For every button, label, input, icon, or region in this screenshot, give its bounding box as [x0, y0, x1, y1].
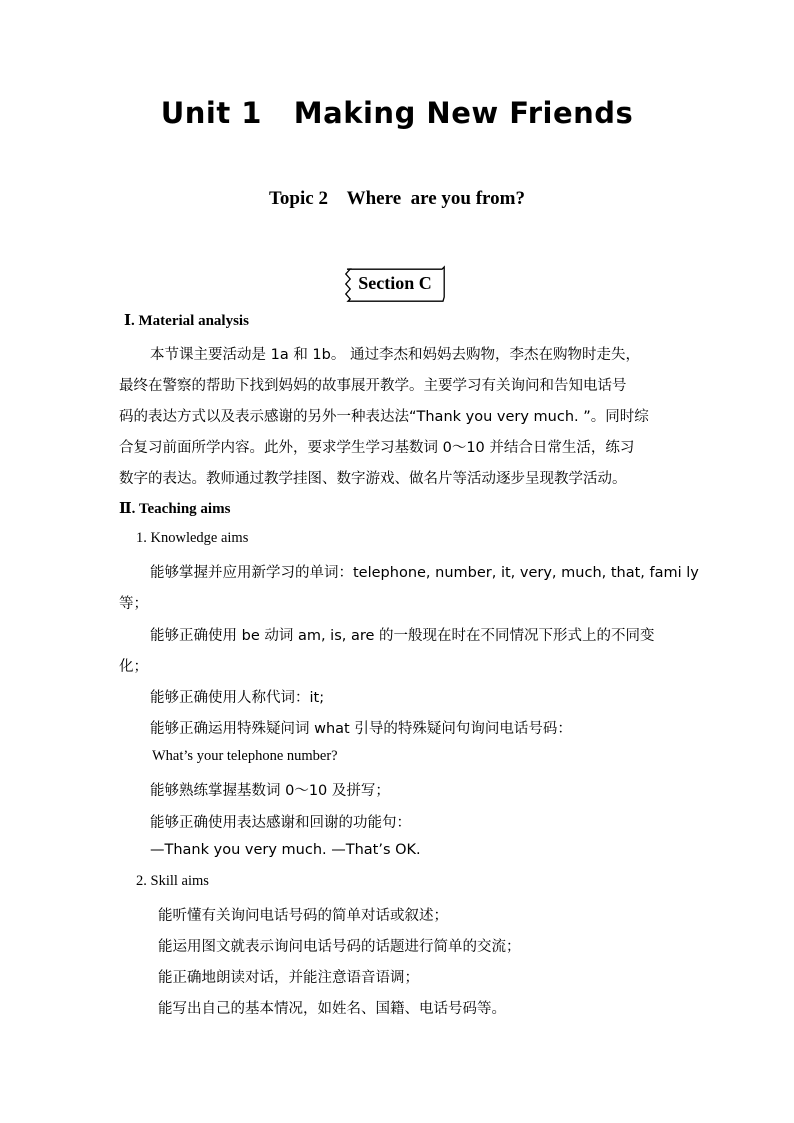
knowledge-line: 能够正确使用 be 动词 am, is, are 的一般现在时在不同情况下形式上的不同变 [150, 628, 655, 644]
knowledge-line: 能够正确使用人称代词：it; [150, 690, 325, 706]
knowledge-line: 能够掌握并应用新学习的单词：telephone, number, it, very, much, that, fami ly [150, 565, 699, 581]
skill-line: 能写出自己的基本情况，如姓名、国籍、电话号码等。 [158, 1001, 506, 1017]
knowledge-line: 能够正确运用特殊疑问词 what 引导的特殊疑问句询问电话号码： [150, 721, 572, 737]
section-label: Section C [358, 273, 432, 293]
knowledge-aims-heading: 1. Knowledge aims [136, 530, 249, 546]
material-heading: Ⅰ. Material analysis [124, 313, 249, 329]
material-line: 码的表达方式以及表示感谢的另外一种表达法“Thank you very much. ”。同时综 [119, 409, 649, 425]
section-badge [345, 264, 445, 302]
skill-aims-heading: 2. Skill aims [136, 873, 209, 889]
material-line: 数字的表达。教师通过教学挂图、数字游戏、做名片等活动逐步呈现教学活动。 [119, 471, 627, 487]
topic-title: Topic 2 Where are you from? [269, 188, 525, 209]
knowledge-line: 能够熟练掌握基数词 0～10 及拼写； [150, 783, 390, 799]
knowledge-line: 化； [119, 659, 148, 675]
material-line: 最终在警察的帮助下找到妈妈的故事展开教学。主要学习有关询问和告知电话号 [119, 378, 627, 394]
material-line: 本节课主要活动是 1a 和 1b。 通过李杰和妈妈去购物，李杰在购物时走失， [150, 347, 640, 363]
knowledge-line: —Thank you very much. —That’s OK. [150, 842, 421, 858]
aims-heading: Ⅱ. Teaching aims [119, 501, 231, 517]
skill-line: 能听懂有关询问电话号码的简单对话或叙述； [158, 908, 448, 924]
knowledge-line: What’s your telephone number? [152, 748, 338, 764]
skill-line: 能运用图文就表示询问电话号码的话题进行简单的交流； [158, 939, 521, 955]
unit-title: Unit 1 Making New Friends [160, 96, 634, 130]
material-line: 合复习前面所学内容。此外，要求学生学习基数词 0～10 并结合日常生活，练习 [119, 440, 635, 456]
skill-line: 能正确地朗读对话，并能注意语音语调； [158, 970, 419, 986]
knowledge-line: 能够正确使用表达感谢和回谢的功能句： [150, 815, 411, 831]
knowledge-line: 等； [119, 596, 148, 612]
